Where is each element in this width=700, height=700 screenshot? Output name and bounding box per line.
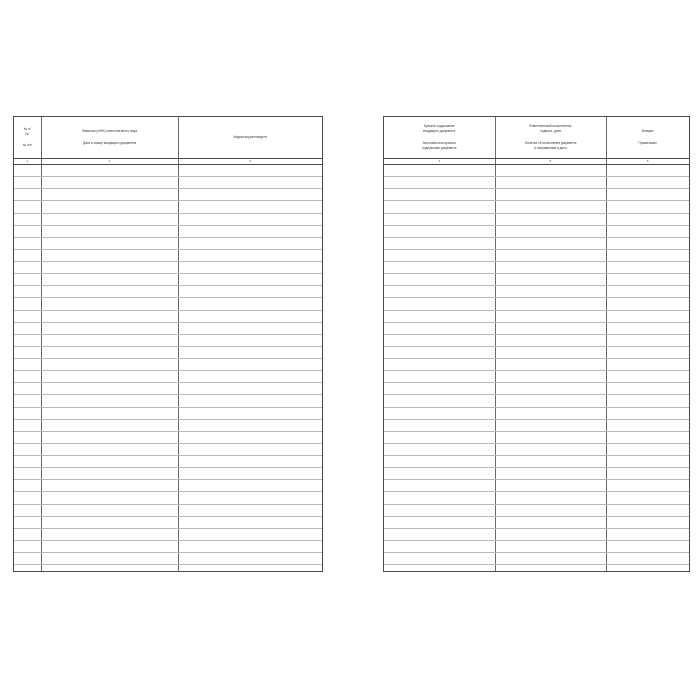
table-row [14, 431, 322, 443]
left-page [13, 116, 323, 572]
table-cell [14, 262, 41, 274]
table-cell [384, 528, 495, 540]
table-cell [384, 480, 495, 492]
table-row [14, 262, 322, 274]
table-cell [41, 419, 178, 431]
table-cell [178, 322, 322, 334]
table-row [384, 286, 689, 298]
table-row [384, 359, 689, 371]
table-cell [495, 189, 606, 201]
table-row [14, 298, 322, 310]
table-cell [495, 480, 606, 492]
table-cell [495, 225, 606, 237]
table-cell [14, 249, 41, 261]
table-row [384, 213, 689, 225]
table-row [14, 456, 322, 468]
table-cell [178, 262, 322, 274]
table-cell [14, 322, 41, 334]
table-cell [384, 431, 495, 443]
table-cell [41, 346, 178, 358]
table-row [384, 237, 689, 249]
table-cell [384, 237, 495, 249]
table-cell [41, 177, 178, 189]
table-row [384, 274, 689, 286]
table-cell [14, 274, 41, 286]
table-cell [178, 528, 322, 540]
table-cell [178, 407, 322, 419]
table-cell [495, 346, 606, 358]
table-cell [495, 213, 606, 225]
table-row [384, 492, 689, 504]
table-row [384, 322, 689, 334]
table-row [14, 371, 322, 383]
table-cell [384, 310, 495, 322]
table-cell [178, 310, 322, 322]
table-cell [14, 443, 41, 455]
table-cell [384, 553, 495, 565]
table-cell [41, 165, 178, 177]
table-cell [41, 274, 178, 286]
table-cell [14, 516, 41, 528]
column-number-4: 4 [384, 159, 495, 165]
right-page [383, 116, 690, 572]
table-cell [495, 249, 606, 261]
table-cell [41, 456, 178, 468]
table-cell [41, 225, 178, 237]
column-number-2: 2 [41, 159, 178, 165]
table-row [384, 225, 689, 237]
table-row [14, 565, 322, 571]
table-cell [41, 322, 178, 334]
table-cell [14, 383, 41, 395]
left-ruled-lines [14, 165, 322, 572]
table-cell [384, 540, 495, 552]
table-cell [178, 395, 322, 407]
table-cell [606, 298, 689, 310]
table-cell [606, 468, 689, 480]
table-row [14, 201, 322, 213]
table-row [384, 262, 689, 274]
table-cell [384, 516, 495, 528]
table-cell [606, 480, 689, 492]
table-row [14, 407, 322, 419]
table-cell [384, 322, 495, 334]
table-row [14, 177, 322, 189]
table-row [14, 346, 322, 358]
table-cell [178, 492, 322, 504]
table-cell [495, 553, 606, 565]
table-row [384, 395, 689, 407]
table-cell [14, 189, 41, 201]
table-row [14, 553, 322, 565]
table-cell [606, 492, 689, 504]
table-cell [495, 468, 606, 480]
table-cell [606, 225, 689, 237]
table-cell [384, 395, 495, 407]
table-cell [606, 528, 689, 540]
table-row [14, 516, 322, 528]
table-cell [606, 346, 689, 358]
table-cell [606, 322, 689, 334]
table-cell [606, 516, 689, 528]
table-row [14, 249, 322, 261]
table-row [384, 504, 689, 516]
table-cell [178, 443, 322, 455]
column-number-1: 1 [14, 159, 41, 165]
table-row [384, 371, 689, 383]
table-cell [41, 383, 178, 395]
table-cell [41, 431, 178, 443]
table-cell [495, 431, 606, 443]
table-cell [384, 201, 495, 213]
column-number-3: 3 [178, 159, 322, 165]
table-cell [606, 274, 689, 286]
table-cell [178, 383, 322, 395]
table-cell [495, 419, 606, 431]
table-cell [178, 480, 322, 492]
right-ruled-lines [384, 165, 689, 572]
table-cell [384, 565, 495, 571]
table-cell [606, 249, 689, 261]
table-cell [14, 456, 41, 468]
table-cell [178, 371, 322, 383]
table-cell [41, 359, 178, 371]
table-cell [495, 540, 606, 552]
table-cell [41, 371, 178, 383]
table-row [384, 480, 689, 492]
table-row [14, 492, 322, 504]
table-cell [41, 298, 178, 310]
table-cell [178, 419, 322, 431]
table-cell [14, 395, 41, 407]
table-cell [606, 371, 689, 383]
table-cell [495, 334, 606, 346]
table-row [384, 516, 689, 528]
table-row [14, 237, 322, 249]
table-cell [14, 286, 41, 298]
column-header-4: Краткое содержание входящего документа Заголовок или краткое содержание документа [384, 117, 495, 159]
table-cell [41, 262, 178, 274]
table-cell [495, 274, 606, 286]
table-cell [14, 565, 41, 571]
table-row [384, 346, 689, 358]
table-cell [41, 310, 178, 322]
table-cell [495, 443, 606, 455]
table-cell [178, 431, 322, 443]
table-cell [495, 383, 606, 395]
table-row [14, 528, 322, 540]
table-row [384, 468, 689, 480]
table-cell [495, 395, 606, 407]
table-cell [178, 177, 322, 189]
table-cell [41, 540, 178, 552]
table-cell [384, 443, 495, 455]
table-cell [14, 407, 41, 419]
table-cell [495, 298, 606, 310]
table-cell [384, 286, 495, 298]
table-cell [384, 492, 495, 504]
table-row [14, 322, 322, 334]
table-cell [178, 274, 322, 286]
table-cell [14, 225, 41, 237]
table-row [14, 310, 322, 322]
table-cell [178, 249, 322, 261]
table-row [384, 456, 689, 468]
table-cell [14, 540, 41, 552]
table-cell [384, 407, 495, 419]
table-cell [495, 565, 606, 571]
table-cell [384, 213, 495, 225]
table-cell [178, 346, 322, 358]
table-cell [384, 359, 495, 371]
table-cell [178, 334, 322, 346]
table-row [14, 480, 322, 492]
table-cell [14, 298, 41, 310]
table-cell [495, 201, 606, 213]
table-row [14, 419, 322, 431]
table-cell [495, 504, 606, 516]
table-row [384, 310, 689, 322]
table-cell [14, 346, 41, 358]
table-cell [495, 456, 606, 468]
left-ledger-table [14, 117, 322, 571]
table-cell [495, 177, 606, 189]
table-cell [178, 165, 322, 177]
table-row [14, 165, 322, 177]
table-cell [178, 504, 322, 516]
table-cell [41, 468, 178, 480]
table-row [14, 274, 322, 286]
table-cell [178, 468, 322, 480]
table-row [384, 431, 689, 443]
table-cell [384, 419, 495, 431]
table-cell [495, 310, 606, 322]
table-cell [384, 383, 495, 395]
column-header-1: № п/ № № п/п [14, 117, 41, 159]
table-cell [178, 201, 322, 213]
table-cell [178, 225, 322, 237]
table-cell [178, 565, 322, 571]
table-cell [495, 407, 606, 419]
table-row [14, 225, 322, 237]
table-cell [606, 419, 689, 431]
table-cell [41, 407, 178, 419]
table-cell [606, 359, 689, 371]
table-cell [606, 310, 689, 322]
table-cell [384, 249, 495, 261]
table-cell [178, 298, 322, 310]
table-cell [14, 334, 41, 346]
table-cell [41, 443, 178, 455]
table-cell [384, 189, 495, 201]
table-row [14, 443, 322, 455]
table-cell [178, 213, 322, 225]
table-cell [178, 553, 322, 565]
table-cell [14, 480, 41, 492]
table-cell [384, 371, 495, 383]
table-cell [495, 262, 606, 274]
table-row [14, 383, 322, 395]
table-cell [384, 177, 495, 189]
table-cell [606, 431, 689, 443]
table-cell [606, 189, 689, 201]
table-cell [14, 371, 41, 383]
table-row [384, 177, 689, 189]
table-cell [41, 516, 178, 528]
table-cell [178, 516, 322, 528]
table-row [14, 504, 322, 516]
left-header-row [14, 117, 322, 159]
table-row [14, 395, 322, 407]
table-cell [495, 165, 606, 177]
table-cell [495, 528, 606, 540]
table-cell [606, 383, 689, 395]
table-cell [495, 286, 606, 298]
table-cell [14, 237, 41, 249]
table-row [384, 298, 689, 310]
table-cell [606, 334, 689, 346]
table-cell [606, 540, 689, 552]
table-row [384, 407, 689, 419]
table-row [384, 528, 689, 540]
table-cell [41, 553, 178, 565]
table-cell [384, 468, 495, 480]
table-cell [41, 201, 178, 213]
table-cell [14, 177, 41, 189]
table-cell [606, 237, 689, 249]
table-cell [495, 371, 606, 383]
column-header-5: Ответственный исполнитель, подпись, дата Отметка об исполнении документа и направлении в дело [495, 117, 606, 159]
table-cell [606, 286, 689, 298]
table-cell [41, 189, 178, 201]
table-cell [384, 165, 495, 177]
table-cell [14, 492, 41, 504]
table-cell [14, 504, 41, 516]
table-cell [384, 262, 495, 274]
table-cell [41, 213, 178, 225]
table-cell [384, 456, 495, 468]
table-cell [606, 177, 689, 189]
table-cell [606, 443, 689, 455]
right-ledger-table [384, 117, 689, 571]
table-row [14, 189, 322, 201]
column-header-6: Возврат Примечание [606, 117, 689, 159]
table-cell [178, 237, 322, 249]
table-row [384, 189, 689, 201]
table-cell [384, 225, 495, 237]
table-row [384, 419, 689, 431]
table-cell [41, 528, 178, 540]
table-cell [14, 310, 41, 322]
table-cell [14, 213, 41, 225]
table-row [14, 359, 322, 371]
table-row [14, 540, 322, 552]
table-row [384, 165, 689, 177]
table-cell [384, 346, 495, 358]
table-row [384, 553, 689, 565]
right-header-row [384, 117, 689, 159]
table-cell [606, 553, 689, 565]
column-number-5: 5 [495, 159, 606, 165]
table-cell [606, 456, 689, 468]
table-cell [41, 492, 178, 504]
table-cell [41, 504, 178, 516]
table-cell [606, 213, 689, 225]
column-number-6: 6 [606, 159, 689, 165]
table-cell [606, 165, 689, 177]
table-cell [495, 516, 606, 528]
table-cell [606, 201, 689, 213]
column-header-3: Индекс/корреспондент [178, 117, 322, 159]
table-cell [178, 189, 322, 201]
table-row [384, 565, 689, 571]
table-cell [41, 249, 178, 261]
table-cell [384, 504, 495, 516]
table-cell [178, 286, 322, 298]
table-row [14, 213, 322, 225]
table-cell [495, 237, 606, 249]
table-cell [495, 359, 606, 371]
table-cell [178, 456, 322, 468]
table-cell [606, 407, 689, 419]
table-cell [606, 504, 689, 516]
table-cell [495, 492, 606, 504]
table-cell [384, 274, 495, 286]
table-cell [41, 480, 178, 492]
table-cell [606, 565, 689, 571]
table-cell [14, 201, 41, 213]
column-header-2: Фамилия (ИНН) ответственного лица Дата и номер входящего документа [41, 117, 178, 159]
table-cell [14, 468, 41, 480]
table-cell [41, 565, 178, 571]
table-cell [41, 286, 178, 298]
table-cell [14, 553, 41, 565]
table-cell [14, 359, 41, 371]
table-cell [14, 165, 41, 177]
table-row [384, 201, 689, 213]
table-row [14, 468, 322, 480]
table-cell [41, 237, 178, 249]
table-cell [606, 395, 689, 407]
table-cell [178, 540, 322, 552]
table-cell [41, 334, 178, 346]
table-cell [384, 334, 495, 346]
table-row [384, 334, 689, 346]
table-cell [495, 322, 606, 334]
table-row [384, 383, 689, 395]
table-cell [606, 262, 689, 274]
table-cell [14, 431, 41, 443]
table-cell [41, 395, 178, 407]
table-row [384, 540, 689, 552]
table-cell [384, 298, 495, 310]
table-cell [14, 528, 41, 540]
table-cell [14, 419, 41, 431]
table-row [384, 443, 689, 455]
table-row [14, 334, 322, 346]
table-row [384, 249, 689, 261]
table-cell [178, 359, 322, 371]
table-row [14, 286, 322, 298]
